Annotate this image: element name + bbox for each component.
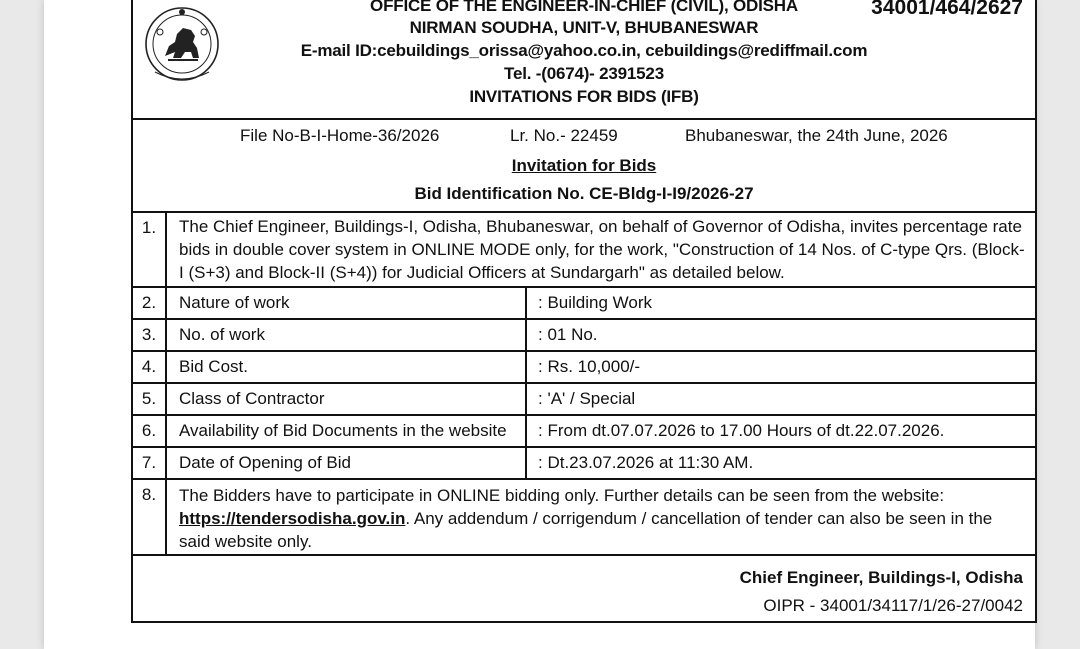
office-email: E-mail ID:cebuildings_orissa@yahoo.co.in, cebuildings@rediffmail.com	[300, 41, 868, 60]
notice-paper	[44, 0, 1035, 649]
table-row	[133, 480, 1035, 556]
row-value: : From dt.07.07.2026 to 17.00 Hours of dt.22.07.2026.	[538, 421, 945, 440]
row-number: 5.	[133, 384, 167, 414]
row-label: Class of Contractor	[179, 389, 325, 408]
row-value: : Rs. 10,000/-	[538, 357, 641, 376]
office-address: NIRMAN SOUDHA, UNIT-V, BHUBANESWAR	[409, 18, 759, 37]
tender-website-link[interactable]: https://tendersodisha.gov.in	[179, 509, 406, 528]
signatory: Chief Engineer, Buildings-I, Odisha	[739, 568, 1023, 587]
letter-number: Lr. No.- 22459	[510, 126, 618, 145]
row-number: 2.	[133, 288, 167, 318]
row-number: 7.	[133, 448, 167, 478]
bid-details-table	[133, 211, 1035, 551]
row-label: Date of Opening of Bid	[179, 453, 352, 472]
table-row	[133, 352, 1035, 384]
website-paragraph	[179, 484, 1025, 553]
table-row	[133, 320, 1035, 352]
notice-header	[133, 0, 1035, 120]
row-label: Bid Cost.	[179, 357, 248, 376]
table-row	[133, 416, 1035, 448]
row-number: 6.	[133, 416, 167, 446]
paragraph-text: The Bidders have to participate in ONLINE bidding only. Further details can be seen from the website:	[179, 486, 945, 505]
invitation-title: Invitation for Bids	[511, 156, 657, 175]
paragraph-text: . Any addendum / corrigendum / cancellation of tender can also be seen in the said website only.	[179, 509, 993, 551]
row-label: Nature of work	[179, 293, 290, 312]
table-row	[133, 384, 1035, 416]
row-number: 8.	[133, 480, 167, 554]
row-value: : Building Work	[538, 293, 653, 312]
row-value: : 01 No.	[538, 325, 598, 344]
row-value: : Dt.23.07.2026 at 11:30 AM.	[538, 453, 754, 472]
office-name: OFFICE OF THE ENGINEER-IN-CHIEF (CIVIL), ODISHA	[370, 0, 798, 15]
row-label: Availability of Bid Documents in the website	[179, 421, 507, 440]
oipr-number: OIPR - 34001/34117/1/26-27/0042	[763, 596, 1023, 615]
ifb-heading: INVITATIONS FOR BIDS (IFB)	[469, 87, 699, 106]
place-date: Bhubaneswar, the 24th June, 2026	[685, 126, 948, 145]
column-divider	[525, 448, 527, 478]
intro-paragraph: The Chief Engineer, Buildings-I, Odisha, Bhubaneswar, on behalf of Governor of Odisha, invites percentage rate bids in double cover system in ONLINE MODE only, for the work, "Construction of 14 Nos. of C-type Qrs. (Block-I (S+3) and Block-II (S+4)) for Judicial Officers at Sundargarh" as detailed below.	[179, 217, 1025, 282]
row-number: 1.	[133, 213, 167, 286]
row-label: No. of work	[179, 325, 265, 344]
row-number: 4.	[133, 352, 167, 382]
row-number: 3.	[133, 320, 167, 350]
notice-frame	[131, 0, 1037, 623]
office-telephone: Tel. -(0674)- 2391523	[504, 64, 664, 83]
table-row	[133, 288, 1035, 320]
column-divider	[525, 352, 527, 382]
column-divider	[525, 384, 527, 414]
reference-number: 34001/464/2627	[871, 0, 1023, 19]
column-divider	[525, 288, 527, 318]
table-row	[133, 448, 1035, 480]
row-value: : 'A' / Special	[538, 389, 636, 408]
file-number: File No-B-I-Home-36/2026	[240, 126, 440, 145]
column-divider	[525, 416, 527, 446]
bid-identification: Bid Identification No. CE-Bldg-I-I9/2026-27	[414, 184, 754, 203]
column-divider	[525, 320, 527, 350]
table-row	[133, 213, 1035, 288]
